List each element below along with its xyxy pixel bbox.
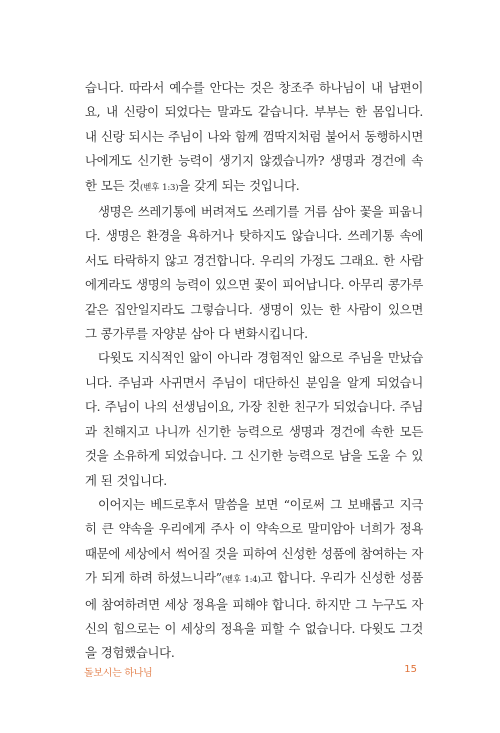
page-body xyxy=(85,76,423,666)
paragraph-1-citation: (벧후 1:3) xyxy=(139,182,179,193)
footer-book-title: 돌보시는 하나님 xyxy=(84,668,153,679)
paragraph-4-continuation: 고 합니다. 우리가 신성한 성품에 참여하려면 세상 정욕을 피해야 합니다. 하지만 그 누구도 자신의 힘으로는 이 세상의 정욕을 피할 수 없습니다. 다윗도 그것을 경험했습니다. xyxy=(85,570,423,661)
paragraph-2 xyxy=(85,200,423,346)
paragraph-1-continuation: 을 갖게 되는 것입니다. xyxy=(178,177,300,193)
paragraph-3-text: 다윗도 지식적인 앎이 아니라 경험적인 앎으로 주님을 만났습니다. 주님과 사귀면서 주님이 대단하신 분임을 알게 되었습니다. 주님이 나의 선생님이요, 가장 친한 친구가 되었습니다. 주님과 친해지고 나니까 신기한 능력으로 생명과 경건에 속한 모든 것을 소유하게 되었습니다. 그 신기한 능력으로 남을 도울 수 있게 된 것입니다. xyxy=(85,350,423,488)
footer-page-number: 15 xyxy=(404,664,417,675)
paragraph-1-text: 습니다. 따라서 예수를 안다는 것은 창조주 하나님이 내 남편이요, 내 신랑이 되었다는 말과도 같습니다. 부부는 한 몸입니다. 내 신랑 되시는 주님이 나와 함께 껌딱지처럼 붙어서 동행하시면 나에게도 신기한 능력이 생기지 않겠습니까? 생명과 경건에 속한 모든 것 xyxy=(85,80,423,193)
paragraph-2-text: 생명은 쓰레기통에 버려져도 쓰레기를 거름 삼아 꽃을 피웁니다. 생명은 환경을 욕하거나 탓하지도 않습니다. 쓰레기통 속에서도 타락하지 않고 경건합니다. 우리의 가정도 그래요. 한 사람에게라도 생명의 능력이 있으면 꽃이 피어납니다. 아무리 콩가루 같은 집안일지라도 그렇습니다. 생명이 있는 한 사람이 있으면 그 콩가루를 자양분 삼아 다 변화시킵니다. xyxy=(85,204,423,342)
paragraph-1 xyxy=(85,76,423,200)
paragraph-4 xyxy=(85,493,423,666)
paragraph-3 xyxy=(85,346,423,492)
paragraph-4-citation: (벧후 1:4) xyxy=(221,575,261,586)
paragraph-4-text: 이어지는 베드로후서 말씀을 보면 “이로써 그 보배롭고 지극히 큰 약속을 우리에게 주사 이 약속으로 말미암아 너희가 정욕 때문에 세상에서 썩어질 것을 피하여 신성한 성품에 참여하는 자가 되게 하려 하셨느니라” xyxy=(85,496,423,586)
